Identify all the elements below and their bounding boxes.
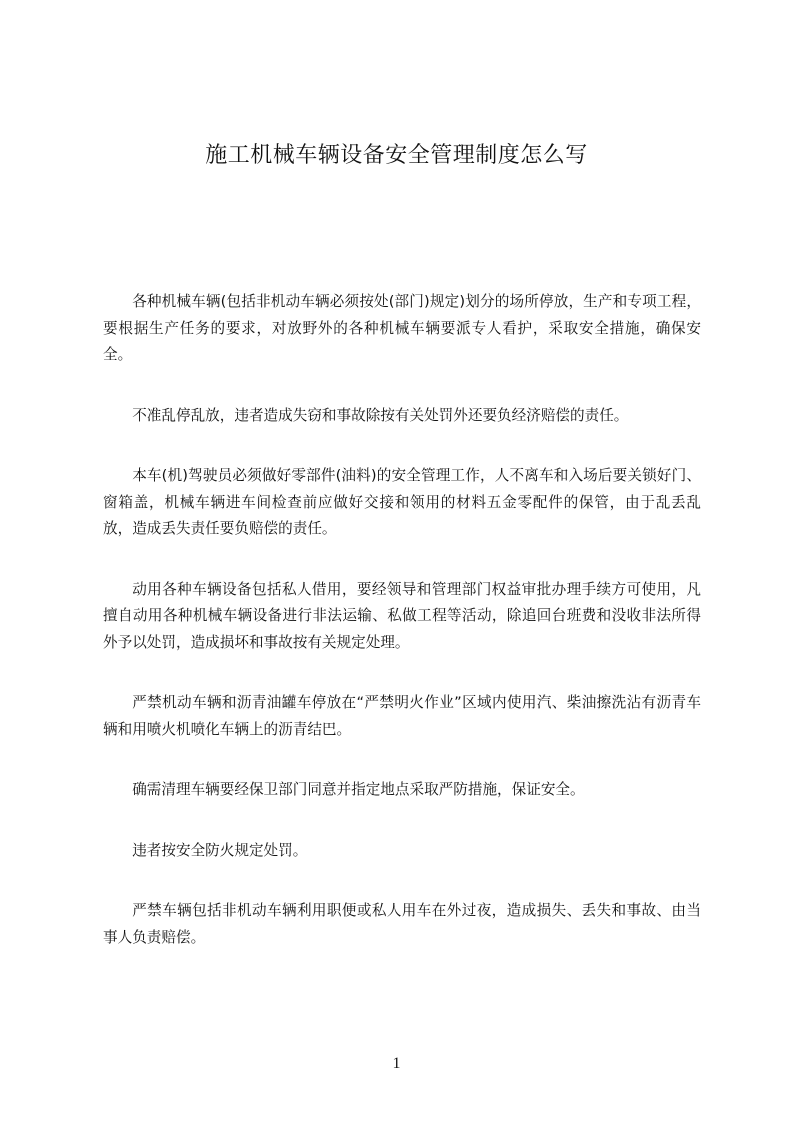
document-body (103, 289, 701, 985)
paragraph-6: 确需清理车辆要经保卫部门同意并指定地点采取严防措施，保证安全。 (132, 781, 585, 798)
paragraph-7: 违者按安全防火规定处罚。 (132, 841, 308, 859)
page-number: 1 (392, 1055, 401, 1072)
paragraph-3: 本车(机)驾驶员必须做好零部件(油料)的安全管理工作，人不离车和入场后要关锁好门、窗箱盖，机械车辆进车间检查前应做好交接和领用的材料五金零配件的保管，由于乱丢乱放，造成丢失责任要负赔偿的责任。 (103, 467, 701, 537)
document-title: 施工机械车辆设备安全管理制度怎么写 (205, 143, 588, 168)
paragraph-1: 各种机械车辆(包括非机动车辆必须按处(部门)规定)划分的场所停放，生产和专项工程，要根据生产任务的要求，对放野外的各种机械车辆要派专人看护，采取安全措施，确保安全。 (103, 293, 701, 363)
paragraph-5: 严禁机动车辆和沥青油罐车停放在“严禁明火作业”区域内使用汽、柴油擦洗沾有沥青车辆和用喷火机喷化车辆上的沥青结巴。 (103, 694, 701, 738)
paragraph-4: 动用各种车辆设备包括私人借用，要经领导和管理部门权益审批办理手续方可使用，凡擅自动用各种机械车辆设备进行非法运输、私做工程等活动，除追回台班费和没收非法所得外予以处罚，造成损坏和事故按有关规定处理。 (103, 580, 701, 651)
paragraph-8: 严禁车辆包括非机动车辆利用职便或私人用车在外过夜，造成损失、丢失和事故、由当事人负责赔偿。 (103, 902, 701, 946)
paragraph-2: 不准乱停乱放，违者造成失窃和事故除按有关处罚外还要负经济赔偿的责任。 (132, 406, 629, 424)
